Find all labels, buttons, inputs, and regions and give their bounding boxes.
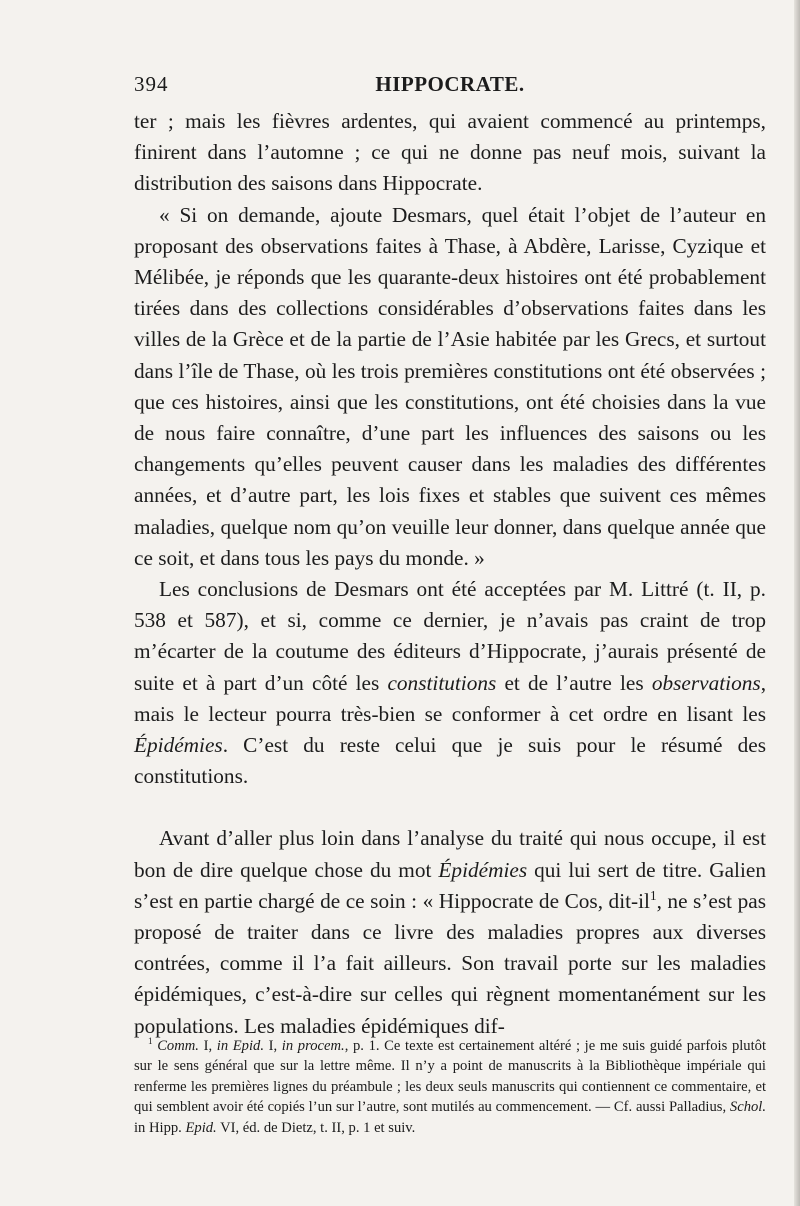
text-run: . C’est du reste celui que je suis pour le résumé des constitutions.	[134, 733, 766, 789]
page-edge	[794, 0, 800, 1206]
italic-text: Épidémies	[438, 857, 528, 882]
text-run: in Hipp.	[134, 1119, 186, 1136]
italic-text: constitutions	[387, 670, 497, 695]
text-run: , p. 1. Ce texte est certainement altéré ; je me suis guidé parfois plutôt sur le sens général que sur la lettre même. Il n’y a point de manuscrits à la Bibliothèque impériale qui renferme les premières lignes du préambule ; les deux seuls manuscrits qui contiennent ce commentaire, et qui semblent avoir été copiés l’un sur l’autre, sont mutilés au commencement. — Cf. aussi Palladius,	[134, 1038, 766, 1116]
text-run: ter ; mais les fièvres ardentes, qui avaient commencé au printemps, finirent dans l’automne ; ce qui ne donne pas neuf mois, suivant la distribution des saisons dans Hippocrate.	[134, 109, 766, 196]
text-run: Les conclusions de Desmars ont été acceptées par M. Littré (t. II, p. 538 et 587), et si, comme ce dernier, je n’avais pas craint de trop m’écarter de la coutume des éditeurs d’Hippocrate, j’aurais présenté de suite et à part d’un côté les	[134, 577, 766, 695]
text-run: , mais le lecteur pourra très-bien se conformer à cet ordre en lisant les	[134, 670, 767, 726]
italic-text: Epid.	[185, 1119, 217, 1136]
italic-text: in procem.	[281, 1038, 345, 1054]
text-run: , ne s’est pas proposé de traiter dans ce livre des maladies propres aux diverses contrées, comme il l’a fait ailleurs. Son travail porte sur les maladies épidémiques, c’est-à-dire sur celles qui règnent momentanément sur les populations. Les maladies épidémiques dif-	[134, 888, 766, 1038]
text-run: I,	[198, 1038, 217, 1054]
footnote-marker: 1	[649, 887, 657, 903]
italic-text: in Epid.	[216, 1038, 264, 1054]
running-head	[134, 72, 766, 102]
italic-text: Schol.	[729, 1099, 766, 1116]
running-head-title: HIPPOCRATE.	[375, 72, 525, 96]
paragraph	[134, 823, 766, 1041]
text-run: Avant d’aller plus loin dans l’analyse du traité qui nous occupe, il est bon de dire quelque chose du mot	[134, 826, 766, 882]
paragraph	[134, 574, 766, 792]
paragraph	[134, 200, 766, 574]
text-run: qui lui sert de titre. Galien s’est en partie chargé de ce soin : « Hippocrate de Cos, dit-il	[134, 857, 766, 913]
italic-text: observations	[651, 670, 761, 695]
text-run: I,	[263, 1038, 282, 1054]
footnote-area	[134, 1036, 766, 1138]
body-text	[134, 106, 766, 1042]
text-run: et de l’autre les	[496, 670, 652, 695]
italic-text: Épidémies	[134, 733, 223, 758]
footnote	[134, 1036, 766, 1138]
footnote-marker: 1	[148, 1036, 153, 1047]
text-run: VI, éd. de Dietz, t. II, p. 1 et suiv.	[216, 1119, 416, 1136]
text-run: « Si on demande, ajoute Desmars, quel était l’objet de l’auteur en proposant des observations faites à Thase, à Abdère, Larisse, Cyzique et Mélibée, je réponds que les quarante-deux histoires ont été probablement tirées dans des collections considérables d’observations faites dans les villes de la Grèce et de la partie de l’Asie habitée par les Grecs, et surtout dans l’île de Thase, où les trois premières constitutions ont été observées ; que ces histoires, ainsi que les constitutions, ont été choisies dans la vue de nous faire connaître, d’une part les influences des saisons ou les changements qu’elles peuvent causer dans les maladies des différentes années, et d’autre part, les lois fixes et stables que suivent ces mêmes maladies, quelque nom qu’on veuille leur donner, dans quelque année que ce soit, et dans tous les pays du monde. »	[134, 202, 766, 570]
paragraph	[134, 106, 766, 200]
italic-text: Comm.	[157, 1038, 199, 1054]
page-number: 394	[134, 72, 169, 96]
